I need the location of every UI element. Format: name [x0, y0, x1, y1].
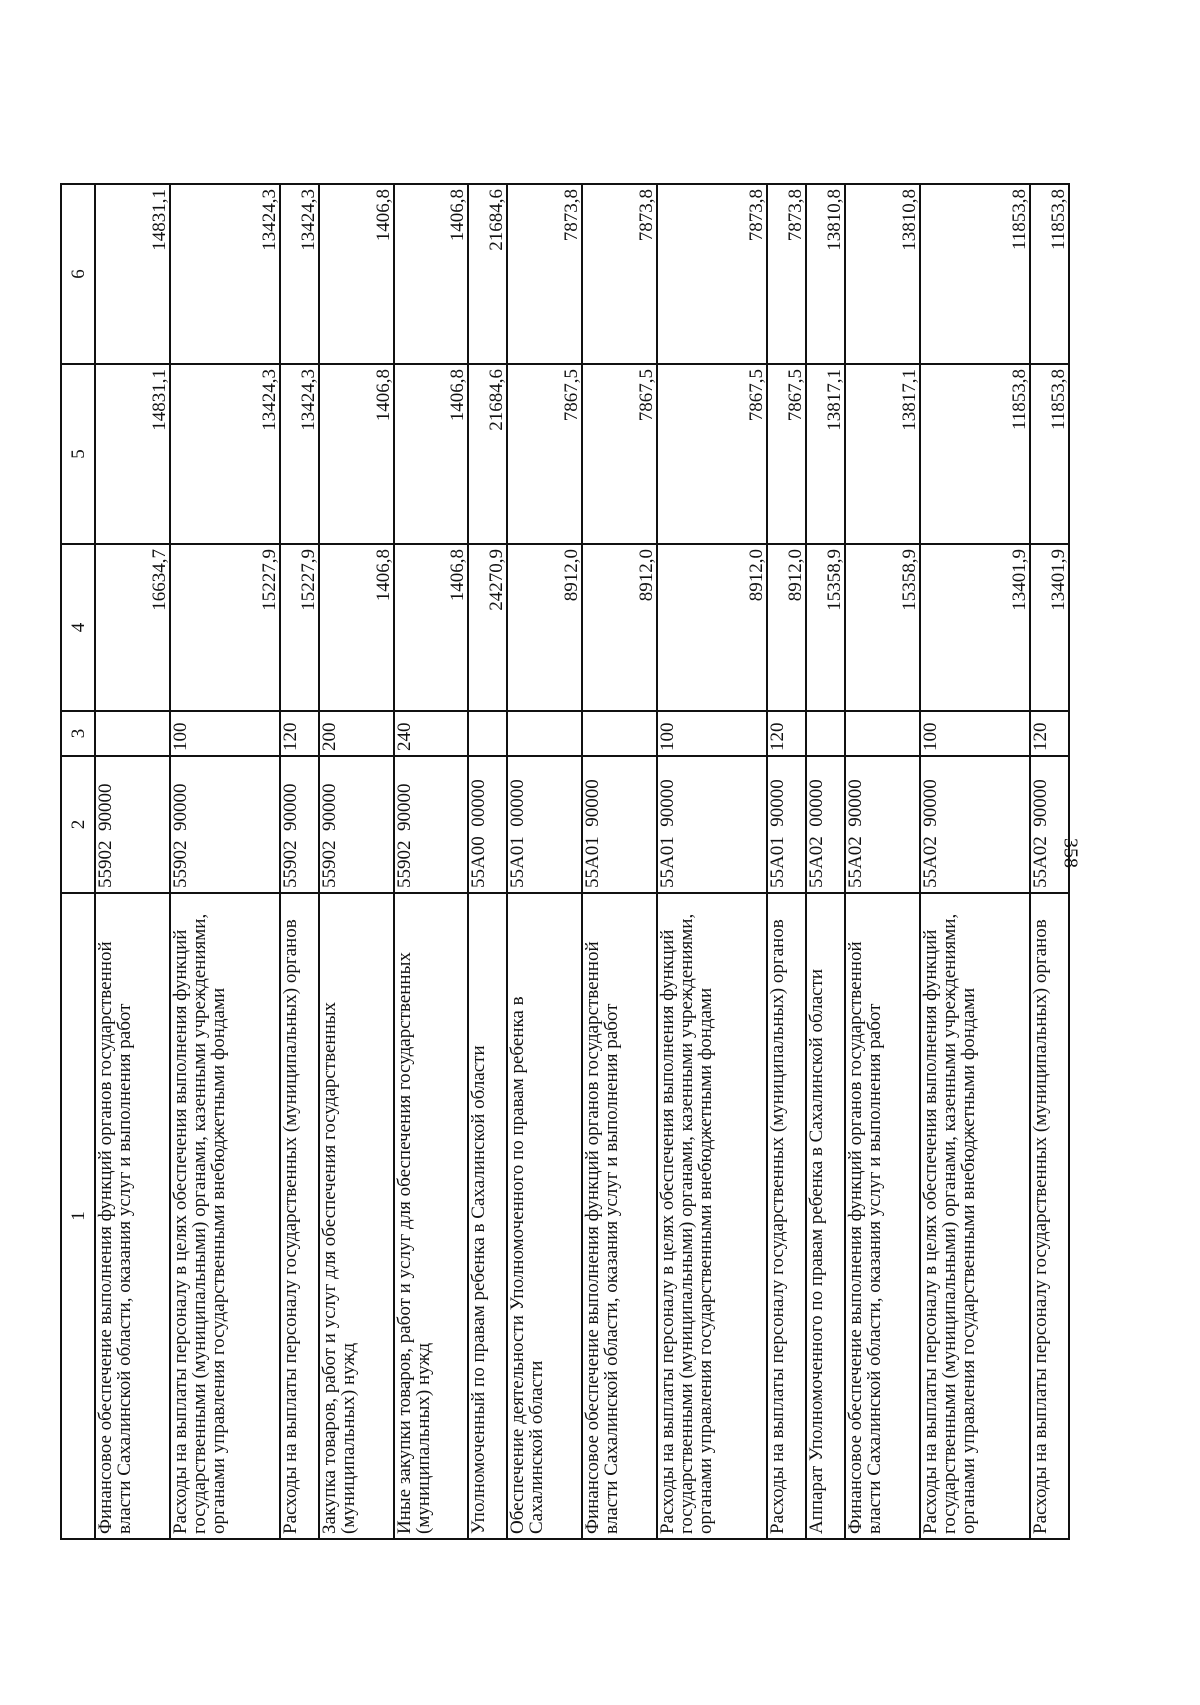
row-expense-type: [507, 711, 582, 756]
table-row: [657, 184, 767, 1539]
header-col-4: 4: [61, 544, 95, 711]
row-value-col5: 13424,3: [170, 364, 280, 544]
row-value-col5: 13817,1: [806, 364, 845, 544]
row-value-col6: 21684,6: [468, 184, 507, 364]
row-expense-type: 200: [319, 711, 394, 756]
row-code: 55А02 90000: [845, 756, 920, 893]
row-name: Аппарат Уполномоченного по правам ребенка в Сахалинской области: [806, 893, 845, 1539]
row-code: 55902 90000: [95, 756, 170, 893]
table-row: [1030, 184, 1069, 1539]
row-value-col4: 16634,7: [95, 544, 170, 711]
header-col-1: 1: [61, 893, 95, 1539]
row-value-col4: 8912,0: [507, 544, 582, 711]
row-value-col6: 13424,3: [280, 184, 319, 364]
header-row: [61, 184, 95, 1539]
row-value-col4: 8912,0: [767, 544, 806, 711]
table-row: [507, 184, 582, 1539]
row-value-col5: 13817,1: [845, 364, 920, 544]
row-value-col6: 14831,1: [95, 184, 170, 364]
row-code: 55902 90000: [394, 756, 469, 893]
row-code: 55А01 90000: [767, 756, 806, 893]
row-value-col4: 15227,9: [280, 544, 319, 711]
row-name: Расходы на выплаты персоналу в целях обеспечения выполнения функций государственными (муниципальными) органами, казенными учреждениями, органами управления государственными внебюджетными фондами: [920, 893, 1030, 1539]
table-row: [806, 184, 845, 1539]
header-col-6: 6: [61, 184, 95, 364]
budget-table: [60, 183, 1070, 1540]
rotated-page: [60, 185, 1070, 1540]
row-value-col4: 15358,9: [806, 544, 845, 711]
row-value-col5: 1406,8: [319, 364, 394, 544]
row-name: Расходы на выплаты персоналу в целях обеспечения выполнения функций государственными (муниципальными) органами, казенными учреждениями, органами управления государственными внебюджетными фондами: [657, 893, 767, 1539]
table-row: [319, 184, 394, 1539]
table-row: [394, 184, 469, 1539]
row-expense-type: 120: [280, 711, 319, 756]
row-expense-type: 120: [1030, 711, 1069, 756]
row-code: 55902 90000: [319, 756, 394, 893]
row-code: 55А00 00000: [468, 756, 507, 893]
row-name: Расходы на выплаты персоналу в целях обеспечения выполнения функций государственными (муниципальными) органами, казенными учреждениями, органами управления государственными внебюджетными фондами: [170, 893, 280, 1539]
row-value-col4: 15227,9: [170, 544, 280, 711]
row-value-col6: 11853,8: [920, 184, 1030, 364]
row-expense-type: 120: [767, 711, 806, 756]
row-code: 55902 90000: [170, 756, 280, 893]
header-col-3: 3: [61, 711, 95, 756]
row-name: Расходы на выплаты персоналу государственных (муниципальных) органов: [1030, 893, 1069, 1539]
row-value-col5: 13424,3: [280, 364, 319, 544]
row-value-col5: 11853,8: [1030, 364, 1069, 544]
row-expense-type: [468, 711, 507, 756]
row-name: Уполномоченный по правам ребенка в Сахалинской области: [468, 893, 507, 1539]
row-value-col5: 21684,6: [468, 364, 507, 544]
row-expense-type: 100: [657, 711, 767, 756]
row-code: 55А02 90000: [920, 756, 1030, 893]
table-row: [582, 184, 657, 1539]
row-name: Закупка товаров, работ и услуг для обеспечения государственных (муниципальных) нужд: [319, 893, 394, 1539]
row-value-col6: 7873,8: [507, 184, 582, 364]
row-expense-type: 100: [170, 711, 280, 756]
row-value-col5: 7867,5: [582, 364, 657, 544]
row-value-col4: 1406,8: [394, 544, 469, 711]
row-name: Расходы на выплаты персоналу государственных (муниципальных) органов: [767, 893, 806, 1539]
row-value-col6: 7873,8: [657, 184, 767, 364]
row-code: 55А01 90000: [582, 756, 657, 893]
row-value-col6: 13424,3: [170, 184, 280, 364]
row-name: Финансовое обеспечение выполнения функций органов государственной власти Сахалинской области, оказания услуг и выполнения работ: [845, 893, 920, 1539]
row-code: 55А01 90000: [657, 756, 767, 893]
row-value-col4: 8912,0: [657, 544, 767, 711]
row-code: 55А02 00000: [806, 756, 845, 893]
table-row: [95, 184, 170, 1539]
row-expense-type: [845, 711, 920, 756]
row-value-col5: 1406,8: [394, 364, 469, 544]
row-value-col4: 13401,9: [1030, 544, 1069, 711]
row-code: 55902 90000: [280, 756, 319, 893]
row-name: Иные закупки товаров, работ и услуг для обеспечения государственных (муниципальных) нужд: [394, 893, 469, 1539]
row-value-col5: 14831,1: [95, 364, 170, 544]
table-row: [767, 184, 806, 1539]
row-value-col4: 13401,9: [920, 544, 1030, 711]
row-value-col6: 1406,8: [394, 184, 469, 364]
row-name: Обеспечение деятельности Уполномоченного по правам ребенка в Сахалинской области: [507, 893, 582, 1539]
page-number: 358: [1059, 838, 1082, 868]
row-name: Финансовое обеспечение выполнения функций органов государственной власти Сахалинской области, оказания услуг и выполнения работ: [95, 893, 170, 1539]
row-value-col6: 1406,8: [319, 184, 394, 364]
row-value-col4: 15358,9: [845, 544, 920, 711]
row-name: Финансовое обеспечение выполнения функций органов государственной власти Сахалинской области, оказания услуг и выполнения работ: [582, 893, 657, 1539]
row-value-col6: 13810,8: [806, 184, 845, 364]
row-code: 55А01 00000: [507, 756, 582, 893]
row-value-col5: 11853,8: [920, 364, 1030, 544]
row-value-col4: 24270,9: [468, 544, 507, 711]
row-value-col6: 11853,8: [1030, 184, 1069, 364]
table-row: [920, 184, 1030, 1539]
row-value-col6: 7873,8: [582, 184, 657, 364]
row-code: 55А02 90000: [1030, 756, 1069, 893]
row-value-col5: 7867,5: [507, 364, 582, 544]
row-expense-type: [806, 711, 845, 756]
row-value-col5: 7867,5: [767, 364, 806, 544]
row-value-col5: 7867,5: [657, 364, 767, 544]
row-value-col4: 1406,8: [319, 544, 394, 711]
table-row: [280, 184, 319, 1539]
row-expense-type: 100: [920, 711, 1030, 756]
row-expense-type: [582, 711, 657, 756]
table-row: [468, 184, 507, 1539]
row-value-col6: 13810,8: [845, 184, 920, 364]
table-row: [845, 184, 920, 1539]
row-expense-type: 240: [394, 711, 469, 756]
row-name: Расходы на выплаты персоналу государственных (муниципальных) органов: [280, 893, 319, 1539]
header-col-5: 5: [61, 364, 95, 544]
row-expense-type: [95, 711, 170, 756]
header-col-2: 2: [61, 756, 95, 893]
table-row: [170, 184, 280, 1539]
row-value-col6: 7873,8: [767, 184, 806, 364]
row-value-col4: 8912,0: [582, 544, 657, 711]
